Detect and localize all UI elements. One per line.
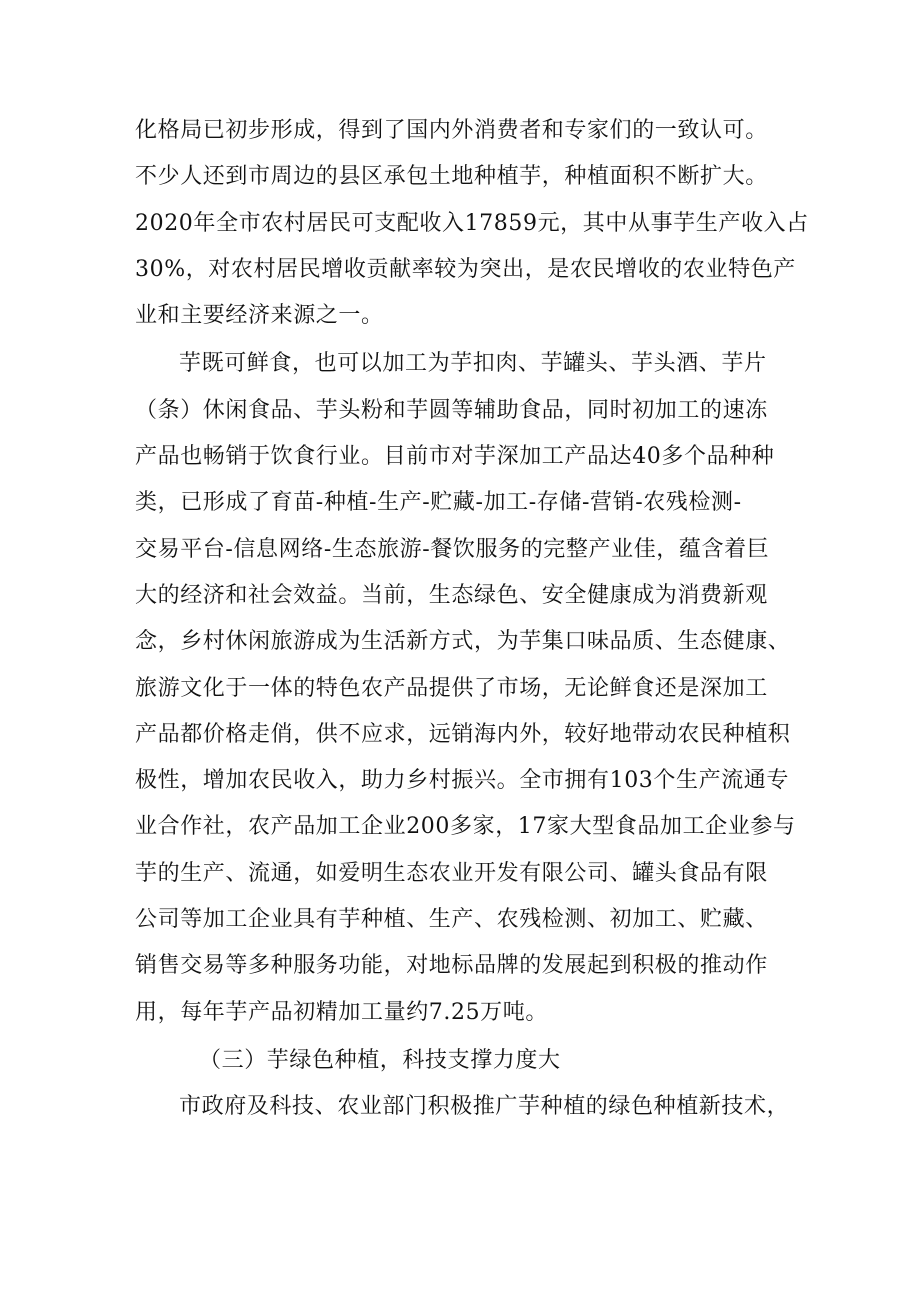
paragraph-line: 芋的生产、流通，如爱明生态农业开发有限公司、罐头食品有限 [135, 860, 768, 886]
paragraph-line: 化格局已初步形成，得到了国内外消费者和专家们的一致认可。 [135, 118, 768, 143]
paragraph-line: 极性，增加农民收入，助力乡村振兴。全市拥有103个生产流通专 [135, 768, 789, 794]
paragraph-line: 销售交易等多种服务功能，对地标品牌的发展起到积极的推动作 [135, 953, 768, 979]
paragraph-line: 用，每年芋产品初精加工量约7.25万吨。 [135, 999, 548, 1025]
paragraph-line: 大的经济和社会效益。当前，生态绿色、安全健康成为消费新观 [135, 582, 768, 608]
paragraph-line: 产品都价格走俏，供不应求，远销海内外，较好地带动农民种植积 [135, 721, 791, 747]
paragraph-line: 芋既可鲜食，也可以加工为芋扣肉、芋罐头、芋头酒、芋片 [179, 351, 767, 377]
paragraph-line: 交易平台-信息网络-生态旅游-餐饮服务的完整产业佳，蕴含着巨 [135, 536, 770, 562]
paragraph-line: （条）休闲食品、芋头粉和芋圆等辅助食品，同时初加工的速冻 [135, 397, 768, 423]
paragraph-line: 念，乡村休闲旅游成为生活新方式，为芋集口味品质、生态健康、 [135, 629, 791, 655]
paragraph-line: 不少人还到市周边的县区承包土地种植芋，种植面积不断扩大。 [135, 164, 768, 190]
paragraph-line: 业和主要经济来源之一。 [135, 303, 384, 329]
paragraph-line: 业合作社，农产品加工企业200多家，17家大型食品加工企业参与 [135, 814, 796, 840]
paragraph-line: 旅游文化于一体的特色农产品提供了市场，无论鲜食还是深加工 [135, 675, 768, 701]
document-body [135, 108, 809, 1131]
paragraph-line: 产品也畅销于饮食行业。目前市对芋深加工产品达40多个品种种 [135, 444, 775, 470]
section-heading: （三）芋绿色种植，科技支撑力度大 [199, 1047, 561, 1073]
paragraph-line: 公司等加工企业具有芋种植、生产、农残检测、初加工、贮藏、 [135, 907, 768, 933]
paragraph-line: 市政府及科技、农业部门积极推广芋种植的绿色种植新技术， [179, 1094, 790, 1120]
paragraph-line: 2020年全市农村居民可支配收入17859元，其中从事芋生产收入占 [135, 210, 809, 236]
paragraph-line: 30%，对农村居民增收贡献率较为突出，是农民增收的农业特色产 [135, 256, 796, 282]
paragraph-line: 类，已形成了育苗-种植-生产-贮藏-加工-存储-营销-农残检测- [135, 490, 742, 516]
